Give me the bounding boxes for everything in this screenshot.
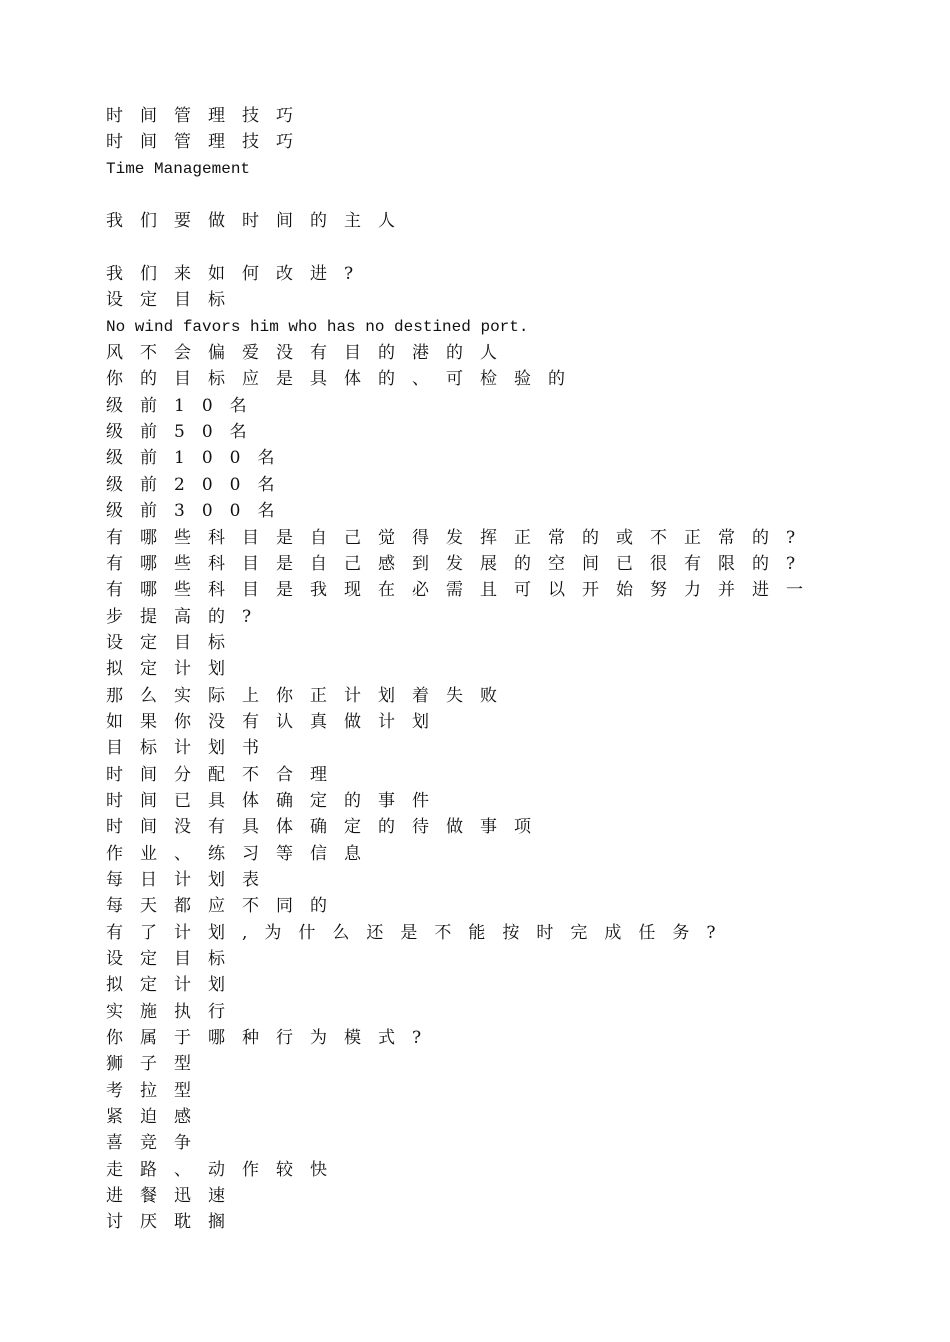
text-line: 步提高的? [106, 606, 269, 627]
title-line-repeat: 时间管理技巧 [106, 132, 310, 153]
text-line: 狮子型 [106, 1054, 208, 1075]
document-page [106, 103, 846, 1236]
text-line: 紧迫感 [106, 1107, 208, 1128]
title-line: 时间管理技巧 [106, 106, 310, 126]
text-line: 讨厌耽搁 [106, 1212, 242, 1233]
english-quote: No wind favors him who has no destined port. [106, 317, 529, 336]
text-line: 你属于哪种行为模式? [106, 1028, 439, 1049]
text-line: 级前200名 [106, 474, 292, 495]
text-line: 设定目标 [106, 290, 242, 311]
text-line: 风不会偏爱没有目的港的人 [106, 343, 514, 364]
english-title: Time Management [106, 159, 251, 178]
text-line: 级前50名 [106, 422, 264, 443]
text-line: 有哪些科目是自己觉得发挥正常的或不正常的? [106, 527, 813, 548]
text-line: 时间分配不合理 [106, 764, 344, 785]
text-line: 进餐迅速 [106, 1186, 242, 1207]
text-line: 目标计划书 [106, 738, 276, 759]
text-line: 我们来如何改进? [106, 264, 371, 285]
text-line: 考拉型 [106, 1080, 208, 1101]
text-line: 有哪些科目是自己感到发展的空间已很有限的? [106, 553, 813, 574]
text-line: 如果你没有认真做计划 [106, 711, 446, 732]
text-line: 我们要做时间的主人 [106, 211, 412, 232]
text-line: 每天都应不同的 [106, 896, 344, 917]
text-line: 喜竞争 [106, 1133, 208, 1154]
text-line: 拟定计划 [106, 659, 242, 680]
blank-line [106, 235, 846, 261]
text-line: 设定目标 [106, 632, 242, 653]
text-line: 作业、练习等信息 [106, 843, 378, 864]
text-line: 设定目标 [106, 949, 242, 969]
text-line: 走路、动作较快 [106, 1159, 344, 1180]
text-line: 时间没有具体确定的待做事项 [106, 817, 548, 838]
text-line: 每日计划表 [106, 869, 276, 890]
text-line: 你的目标应是具体的、可检验的 [106, 369, 582, 390]
text-line: 拟定计划 [106, 975, 242, 996]
text-line: 级前300名 [106, 501, 292, 522]
blank-line [106, 182, 846, 208]
text-line: 有哪些科目是我现在必需且可以开始努力并进一 [106, 580, 820, 601]
text-line: 级前100名 [106, 448, 292, 469]
text-line: 时间已具体确定的事件 [106, 790, 446, 811]
text-line: 级前10名 [106, 395, 264, 416]
text-line: 实施执行 [106, 1001, 242, 1022]
text-line: 有了计划,为什么还是不能按时完成任务? [106, 922, 733, 943]
text-line: 那么实际上你正计划着失败 [106, 685, 514, 706]
